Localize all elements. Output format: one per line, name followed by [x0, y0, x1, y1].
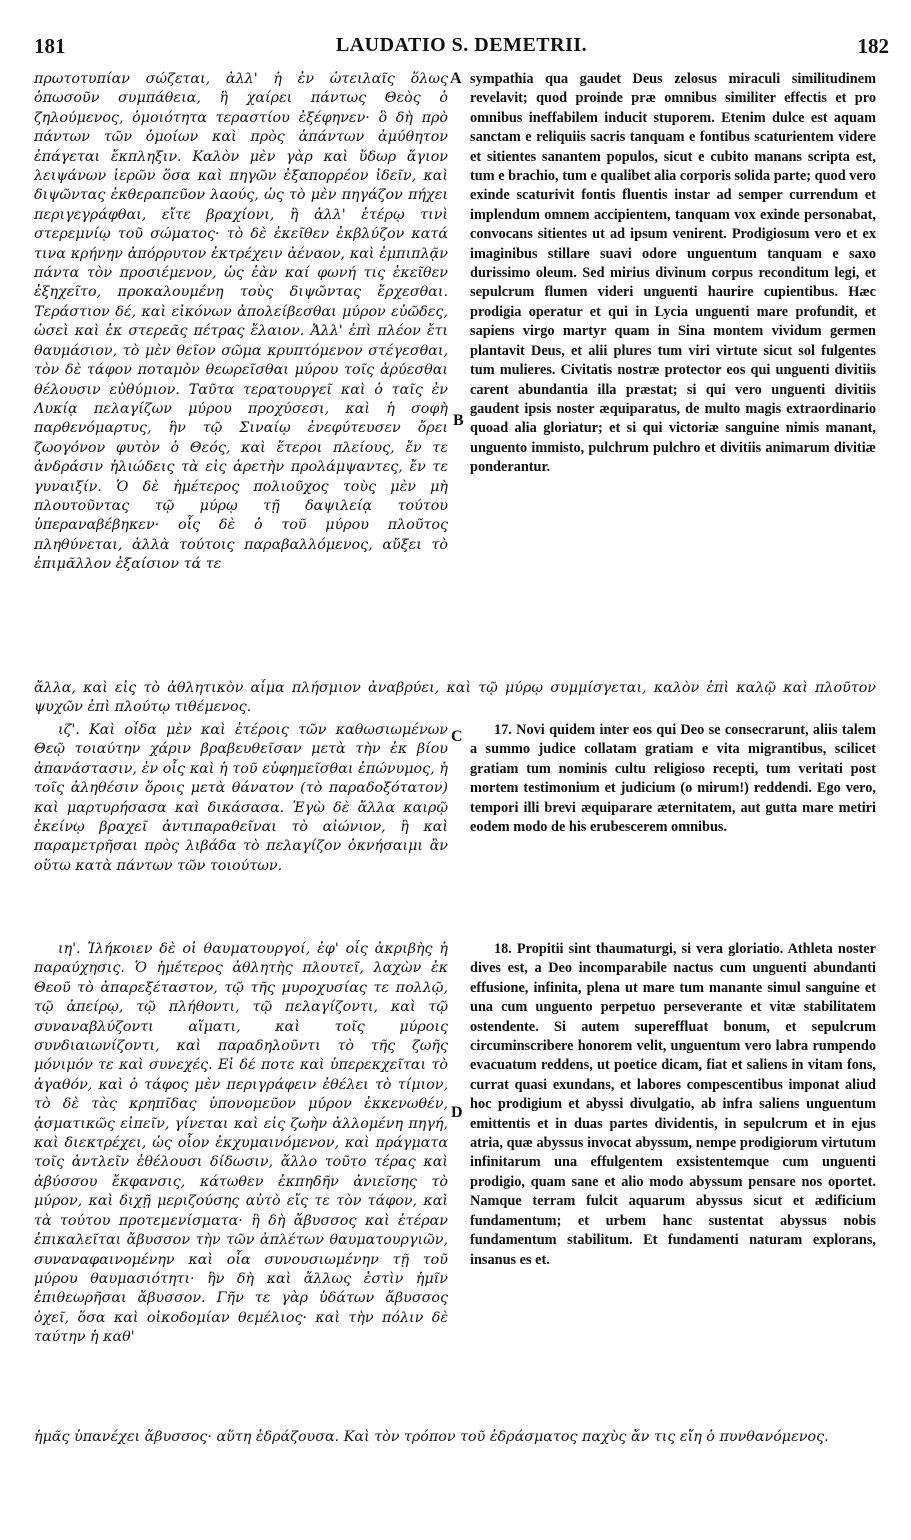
latin-paragraph-17: 17. Novi quidem inter eos qui Deo se consecrarunt, aliis talem a summo judice collatam gratiam e vita migrantibus, scilicet gratiam tum nominis cultu religioso recepti, tum veritati post mortem testimonium et judicium (o mirum!) reddendi. Ego vero, tempori illi brevi æquiparare æternitatem, aut gutta mare metiri eodem modo de his erubescerem omnibus.: [470, 722, 876, 836]
latin-column-block-3: [470, 940, 876, 1425]
greek-column-block-1: [34, 70, 448, 670]
greek-column-block-3: [34, 940, 448, 1425]
greek-fullwidth-line-top: ἄλλα, καὶ εἰς τὸ ἀθλητικὸν αἷμα πλήσμιον ἀναβρύει, καὶ τῷ μύρῳ συμμίσγεται, καλὸν ἐπὶ καλῷ καὶ πλοῦτον ψυχῶν ἐπὶ πλούτῳ τιθέμενος.: [34, 680, 876, 716]
greek-fullwidth-bottom: [34, 1428, 876, 1468]
greek-paragraph-17: ιζ'. Καὶ οἶδα μὲν καὶ ἑτέροις τῶν καθωσιωμένων Θεῷ τοιαύτην χάριν βραβευθεῖσαν μετὰ τὴν ἐκ βίου ἀπανάστασιν, ἐν οἷς καὶ ἡ τοῦ εὐφημεῖσθαι ἐπώνυμος, ἡ τοῖς ἀληθέσιν ὅροις μετὰ θάνατον (τὸ παραδοξότατον) καὶ μαρτυρήσασα καὶ δικάσασα. Ἐγὼ δὲ ἄλλα καιρῷ ἐκείνῳ βραχεῖ ἀντιπαραθεῖναι τὸ αἰώνιον, ἢ καὶ παραμετρῆσαι πρὸς λιβάδα τὸ πελαγίζον ὀκνήσαιμι ἂν οὕτω κατὰ πάντων τῶν τοιούτων.: [34, 722, 448, 874]
margin-marker-b: B: [453, 412, 464, 429]
latin-column-block-1: [470, 70, 876, 700]
margin-marker-c: C: [451, 728, 463, 745]
page-header: [34, 34, 889, 64]
margin-marker-d: D: [451, 1104, 463, 1121]
margin-marker-a: A: [450, 70, 462, 87]
latin-column-block-2: [470, 721, 876, 871]
greek-fullwidth-top: [34, 679, 876, 719]
page-number-left: 181: [34, 34, 66, 58]
page-number-right: 182: [857, 34, 889, 58]
greek-column-block-2: [34, 721, 448, 931]
greek-paragraph-18: ιη'. Ἱλήκοιεν δὲ οἱ θαυματουργοί, ἐφ' οἷς ἀκριβὴς ἡ παραύχησις. Ὁ ἡμέτερος ἀθλητὴς πλουτεῖ, λαχὼν ἐκ Θεοῦ τὸ ἀπαρεξέταστον, τῷ τῆς μυροχυσίας τε πολλῷ, τῷ ἀπείρῳ, τῷ πλήθοντι, τῷ πελαγίζοντι, καὶ τῷ συναναβλύζοντι αἵματι, καὶ τοῖς μύροις συνδιαιωνίζοντι, καὶ παραδηλοῦντι τὸ τῆς ζωῆς μόνιμόν τε καὶ συνεχές. Εἰ δέ ποτε καὶ ὑπερεκχεῖται τὸ ἀγαθόν, καὶ ὁ τάφος μὲν περιγράφειν ἐθέλει τὸ τίμιον, τὸ δὲ τὰς κρηπῖδας ὑπονομεῦον μύρον ἐκκενωθέν, ᾀσματικῶς εἰπεῖν, γίνεται καὶ εἰς ζωὴν ἀλλομένη πηγή, καὶ διεκτρέχει, ὡς οἷον ἐκχυμαινόμενον, καὶ πράγματα τοῖς ἀντλεῖν ἐθέλουσι δίδωσιν, ἄλλο τοῦτο τέρας καὶ ἀβύσσου ἔκφανσις, κάτωθεν ἐκπηδῆν ἀνιεῖσης τὸ μύρον, καὶ διχῇ μεριζούσης αὐτὸ εἴς τε τὸν τάφον, καὶ τὰ τούτου προτεμενίσματα· ἣ δὴ ἄβυσσος καὶ ἑτέραν ἐπικαλεῖται ἄβυσσον τὴν τῶν ἀπλέτων θαυματουργιῶν, συναναφαινομένην καὶ οἷα συνουσιωμένην τῇ τοῦ μύρου θαυμασιότητι· ἣν δὴ καὶ ἄλλως ἐστὶν ἡμῖν ἐπιθεωρῆσαι ἄβυσσον. Γῆν τε γὰρ ὑδάτων ἄβυσσος ὀχεῖ, ὅσα καὶ οἰκοδομίαν θεμέλιος· καὶ τὴν πόλιν δὲ ταύτην ἡ καθ': [34, 941, 448, 1346]
latin-paragraph-18: 18. Propitii sint thaumaturgi, si vera gloriatio. Athleta noster dives est, a Deo incomparabile nactus cum unguenti abundanti effusione, infinita, plena ut mare tum manante simul sanguine et una cum unguento perpetuo perseverante et vitæ stabilitatem ostendente. Si autem supereffluat bonum, et sepulcrum circuminscribere honorem velit, unguentum vero labra rumpendo evacuatum reddens, ut poetice dicam, fiat et saliens in vitam fons, currat quasi exundans, et labores compescentibus imponat aliud hoc prodigium et abyssi divulgatio, ab infra saliens unguentum emittentis et in duas partes dividentis, in sepulcrum et in ejus atria, quæ abyssus invocat abyssum, nempe prodigiorum virtutum infinitarum una effulgentem exsistentemque cum unguenti prodigio, quam sane et alio modo abyssum pensare nos oportet. Namque terram fulcit aquarum abyssus sicut et ædificium fundamentum; et urbem hanc sustentat abyssus nobis fundamentum stabilitum. Et fundamenti naturam explorans, insanus es et.: [470, 941, 876, 1268]
latin-paragraph-1: sympathia qua gaudet Deus zelosus miraculi similitudinem revelavit; quod proinde præ omnibus similiter effectis et pro omnibus ineffabilem inducit stuporem. Etenim dulce est aquam sanctam e reliquiis sacris tanquam e fontibus scaturientem videre et sitientes sanantem populos, sicut e cubito manans scripta est, tum e brachio, tum e qualibet alia corporis solida parte; quod vero exinde scaturivit fontis fluentis instar ad semper currendum et implendum omnem accipientem, tanquam vox exinde personabat, convocans sitientes ut ad ipsum venirent. Prodigiosum vero et ex imaginibus stillare suavi odore unguentum tanquam e saxo durissimo oleum. Sed mirius divinum corpus reconditum legi, et sepulcrum flumen videri unguenti haurire cupientibus. Hæc prodigia operatur et qui in Lycia unguenti mare profundit, et sapiens virgo martyr quam in Sina montem vividum germen plantavit Deus, et alii plures tum viri virtute sicut sol fulgentes tum mulieres. Civitatis nostræ protector eos qui unguenti divitiis carent abundantia illa præstat; si qui vero unguenti divitiis gaudent ipsis noster æquiparatus, de multo magis extraordinario quoad alia gloriatur; et si qui victoriæ sanguine nimis manant, unguento immisto, pulchrum pulchro et divitiis animarum divitiæ ponderantur.: [470, 71, 876, 476]
greek-fullwidth-line-bottom: ἡμᾶς ὑπανέχει ἄβυσσος· αὕτη ἑδράζουσα. Καὶ τὸν τρόπον τοῦ ἑδράσματος παχὺς ἄν τις εἴη ὁ πυνθανόμενος.: [34, 1429, 829, 1445]
running-title: LAUDATIO S. DEMETRII.: [335, 34, 588, 56]
greek-paragraph-1: πρωτοτυπίαν σώζεται, ἀλλ' ἡ ἐν ὡτειλαῖς ὅλως ὁπωσοῦν συμπάθεια, ἣ χαίρει πάντως Θεὸς ὁ ζηλούμενος, ὁμοιότητα τεραστίου ἐξέφηνεν· ὃ δὴ πρὸ πάντων τῶν ὁμοίων καὶ πρὸς ἁπάντων ἀμύθητον ἐπάγεται ἔκπληξιν. Καλὸν μὲν γὰρ καὶ ὕδωρ ἅγιον λειψάνων ἱερῶν ὅσα καὶ πηγῶν ἐξαπορρέον ἰδεῖν, καὶ διψῶντας ἐκθεραπεῦον λαούς, ὡς τὸ μὲν πηγάζον πήχει περιγεγράφθαι, εἴτε βραχίονι, ἢ ἀλλ' ἑτέρῳ τινὶ στερεμνίῳ τοῦ σώματος· τὸ δὲ ἐκεῖθεν ἐκβλύζον κατά τινα κρήνην ἀπόρρυτον ἐκτρέχειν ἀέναον, καὶ ἐμπιπλᾷν πάντα τὸν προσιέμενον, ὡς ἐὰν καί φωνή τις ἐκεῖθεν ἐξηχεῖτο, προκαλουμένη τοὺς διψῶντας ἔρχεσθαι. Τεράστιον δέ, καὶ εἰκόνων ἀπολείβεσθαι μύρον εὐῶδες, ὡσεὶ καὶ ἐκ στερεᾶς πέτρας ἔλαιον. Ἀλλ' ἐπὶ πλέον ἔτι θαυμάσιον, τὸ μὲν θεῖον σῶμα κρυπτόμενον στέγεσθαι, τὸν δὲ τάφον ποταμὸν θεωρεῖσθαι μύρου τοῖς ἀρύεσθαι θέλουσιν εὐθύμιον. Ταῦτα τερατουργεῖ καὶ ὁ ταῖς ἐν Λυκίᾳ πελαγίζων μύρου προχύσεσι, καὶ ἡ σοφὴ παρθενόμαρτυς, ἣν τῷ Σιναίῳ ἐνεφύτευσεν ὄρει ζωογόνον φυτὸν ὁ Θεός, καὶ ἕτεροι πλείους, ἔν τε ἀνδράσιν ἡλιώδεις τὰ εἰς ἀρετὴν προλάμψαντες, ἔν τε γυναιξίν. Ὁ δὲ ἡμέτερος πολιοῦχος τοὺς μὲν μὴ πλουτοῦντας τῷ μύρῳ τῇ δαψιλείᾳ τούτου ὑπεραναβέβηκεν· οἷς δὲ ὁ τοῦ μύρου πλοῦτος πληθύνεται, ἀλλὰ τούτοις παραβαλλόμενος, αὔξει τὸ ἐπιμᾶλλον ἐξαίσιον τά τε: [34, 71, 448, 573]
